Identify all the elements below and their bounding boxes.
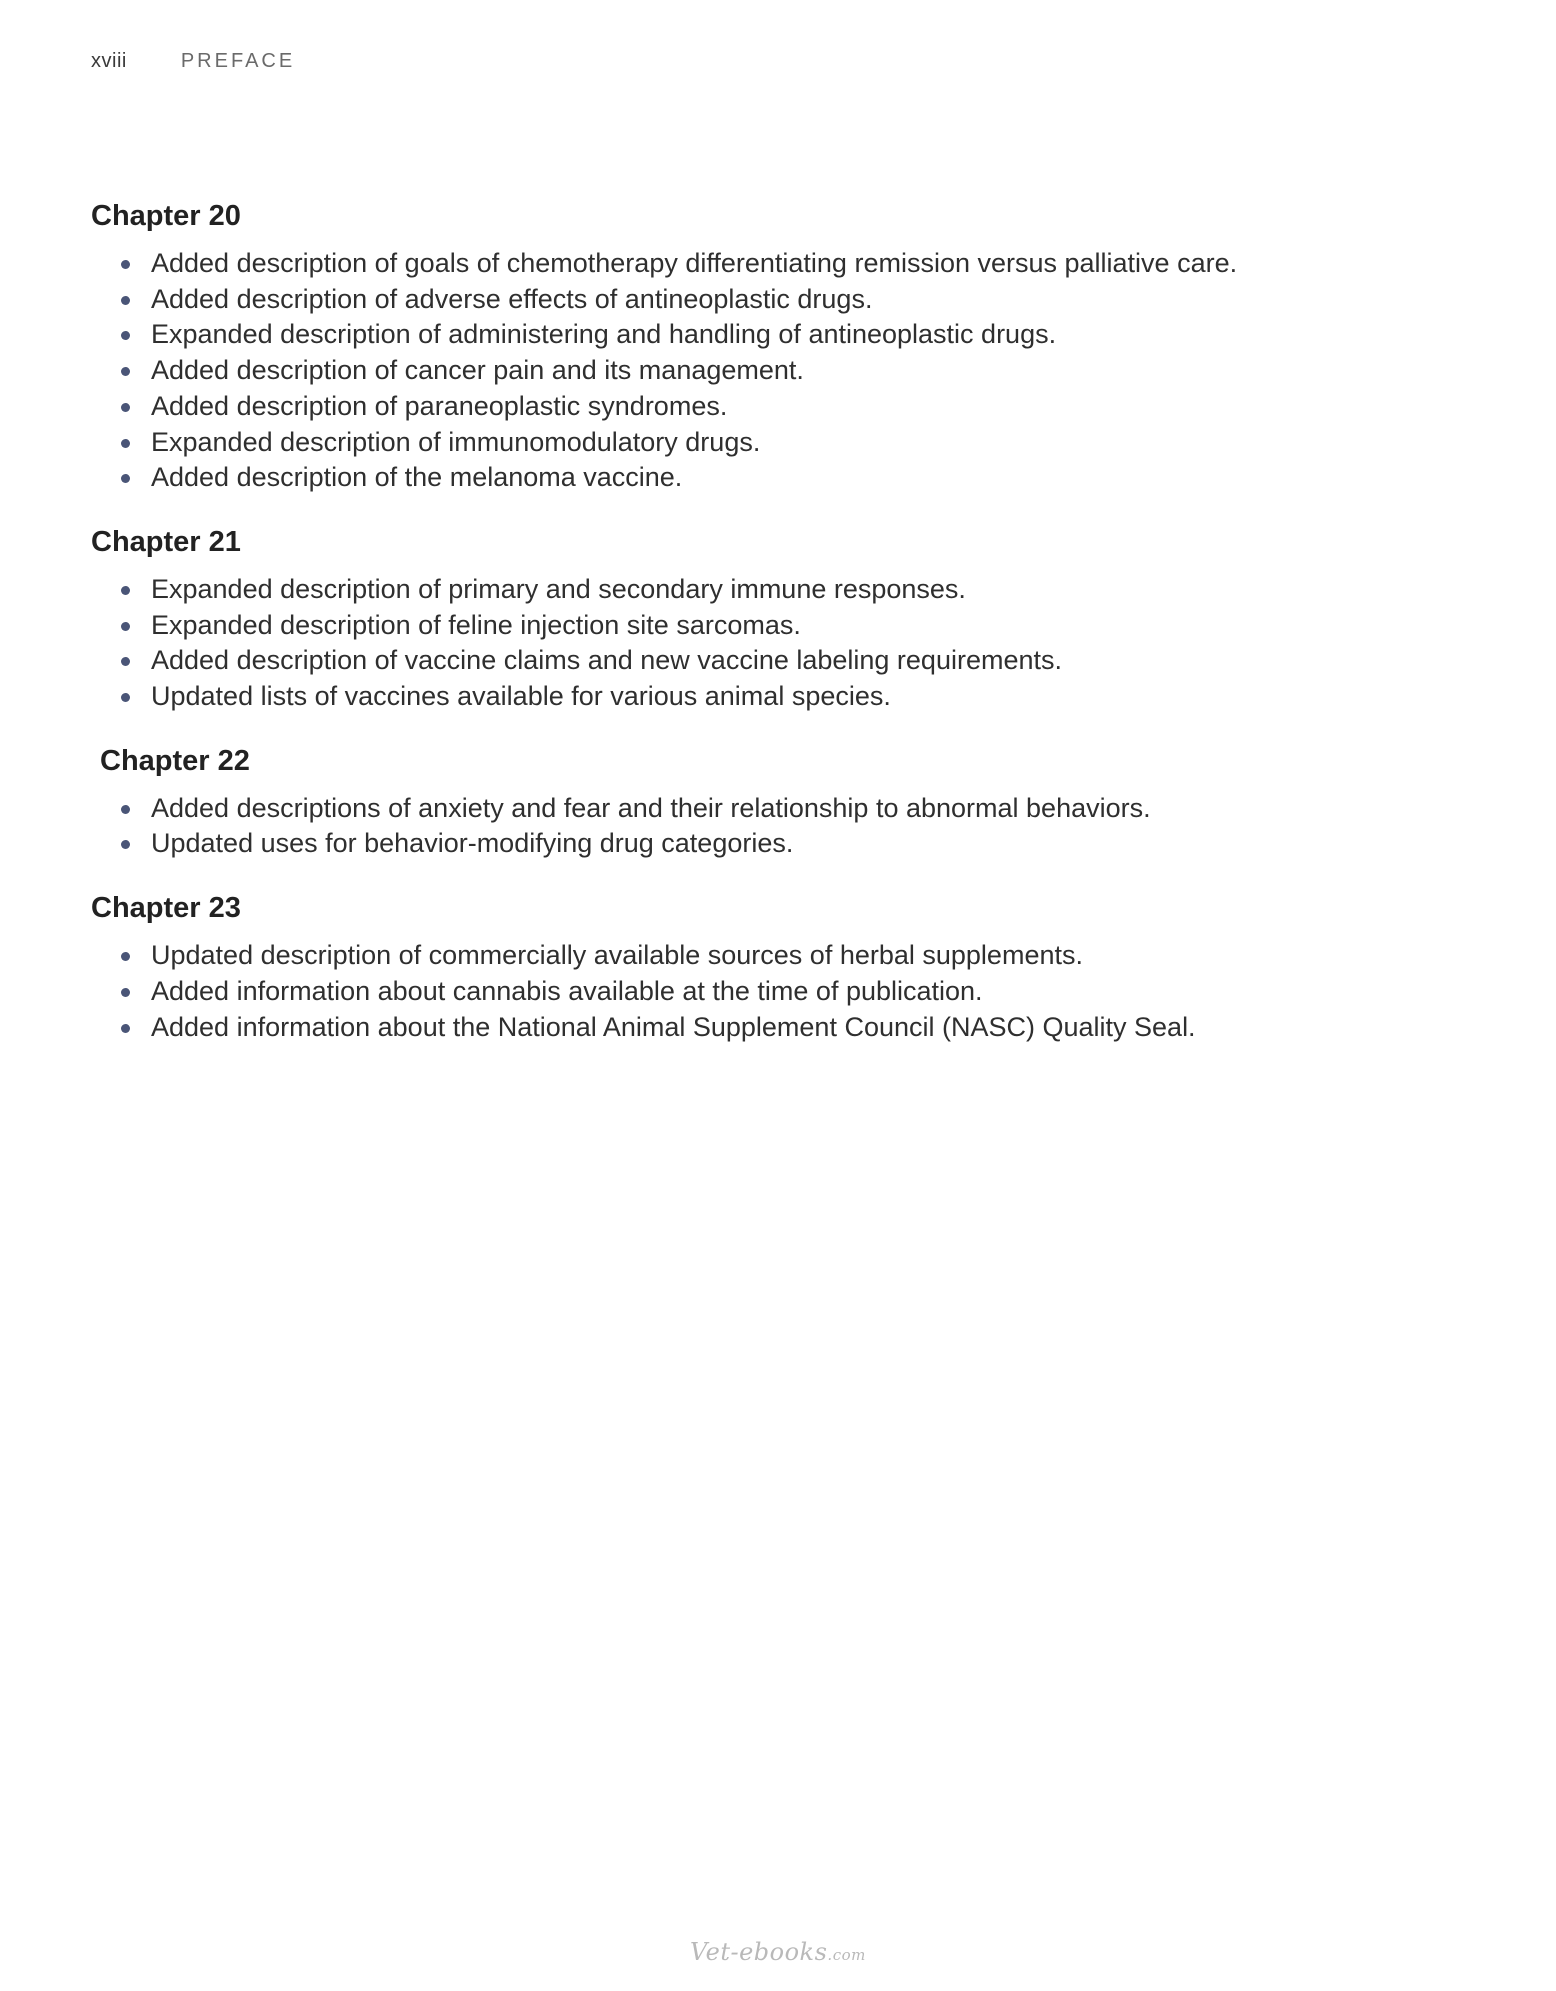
bullet-icon bbox=[121, 1024, 130, 1033]
list-item: Expanded description of immunomodulatory drugs. bbox=[91, 425, 1471, 461]
list-item: Added description of goals of chemotherapy differentiating remission versus palliative care. bbox=[91, 246, 1471, 282]
chapter-23-section bbox=[91, 888, 1471, 1045]
list-item: Added description of paraneoplastic syndromes. bbox=[91, 389, 1471, 425]
watermark-logo bbox=[690, 1938, 866, 1966]
bullet-icon bbox=[121, 260, 130, 269]
list-item: Expanded description of feline injection site sarcomas. bbox=[91, 608, 1471, 644]
bullet-icon bbox=[121, 693, 130, 702]
list-item: Added information about the National Animal Supplement Council (NASC) Quality Seal. bbox=[91, 1010, 1471, 1046]
bullet-icon bbox=[121, 952, 130, 961]
list-item: Added description of adverse effects of antineoplastic drugs. bbox=[91, 282, 1471, 318]
list-item: Expanded description of administering and handling of antineoplastic drugs. bbox=[91, 317, 1471, 353]
bullet-list bbox=[91, 246, 1471, 496]
bullet-icon bbox=[121, 988, 130, 997]
chapter-22-section bbox=[91, 741, 1471, 862]
watermark-suffix: .com bbox=[827, 1946, 866, 1964]
list-item: Updated description of commercially available sources of herbal supplements. bbox=[91, 938, 1471, 974]
page-number: xviii bbox=[91, 50, 127, 72]
chapter-heading: Chapter 20 bbox=[91, 200, 241, 232]
bullet-list bbox=[91, 938, 1471, 1045]
bullet-icon bbox=[121, 439, 130, 448]
chapter-20-section bbox=[91, 196, 1471, 496]
running-head bbox=[91, 50, 295, 73]
list-item: Added information about cannabis available at the time of publication. bbox=[91, 974, 1471, 1010]
bullet-icon bbox=[121, 657, 130, 666]
list-item: Added descriptions of anxiety and fear and their relationship to abnormal behaviors. bbox=[91, 791, 1471, 827]
bullet-icon bbox=[121, 474, 130, 483]
bullet-icon bbox=[121, 805, 130, 814]
section-title: PREFACE bbox=[180, 50, 296, 72]
bullet-list bbox=[91, 791, 1471, 862]
bullet-icon bbox=[121, 367, 130, 376]
bullet-icon bbox=[121, 331, 130, 340]
chapter-heading: Chapter 22 bbox=[100, 744, 250, 777]
list-item: Updated lists of vaccines available for various animal species. bbox=[91, 679, 1471, 715]
list-item: Updated uses for behavior-modifying drug categories. bbox=[91, 826, 1471, 862]
list-item: Expanded description of primary and secondary immune responses. bbox=[91, 572, 1471, 608]
list-item: Added description of the melanoma vaccine. bbox=[91, 460, 1471, 496]
list-item: Added description of vaccine claims and new vaccine labeling requirements. bbox=[91, 643, 1471, 679]
list-item: Added description of cancer pain and its management. bbox=[91, 353, 1471, 389]
chapter-heading: Chapter 21 bbox=[91, 525, 241, 558]
chapter-heading: Chapter 23 bbox=[91, 892, 241, 925]
page-content bbox=[91, 196, 1471, 1045]
bullet-icon bbox=[121, 296, 130, 305]
bullet-icon bbox=[121, 586, 130, 595]
bullet-icon bbox=[121, 403, 130, 412]
bullet-icon bbox=[121, 840, 130, 849]
watermark-text: Vet-ebooks bbox=[690, 1938, 828, 1966]
bullet-icon bbox=[121, 622, 130, 631]
bullet-list bbox=[91, 572, 1471, 715]
chapter-21-section bbox=[91, 522, 1471, 715]
